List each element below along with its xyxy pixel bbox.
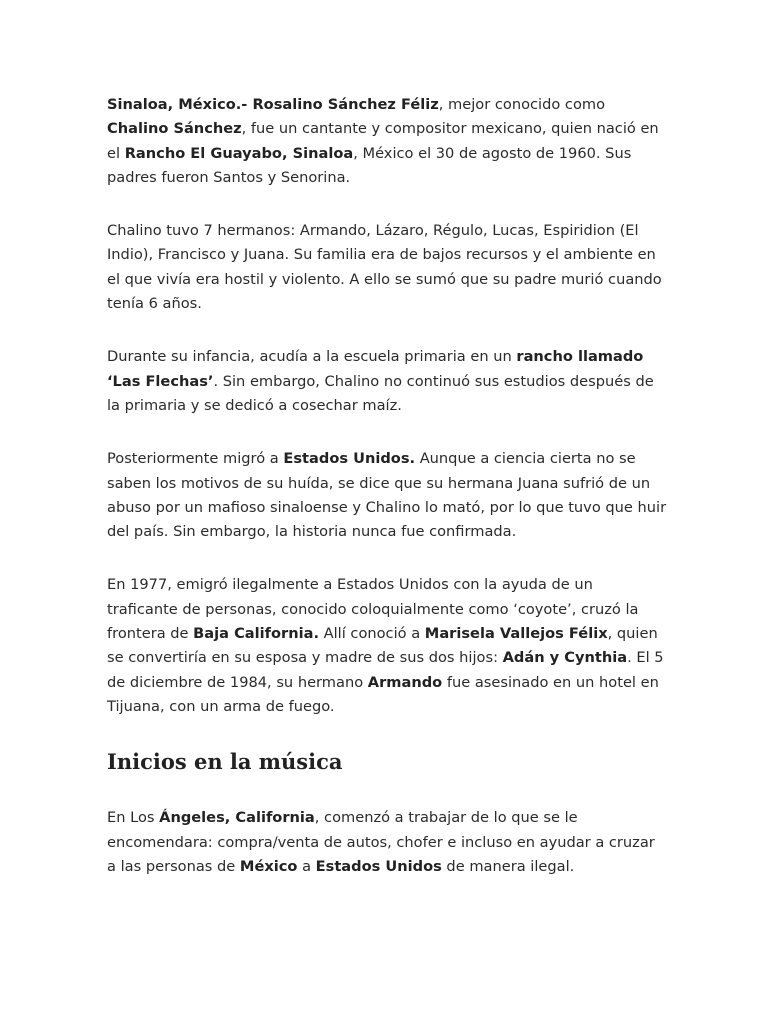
paragraph-3 bbox=[107, 345, 667, 418]
bold-text: Armando bbox=[367, 673, 443, 691]
text-run: En Los bbox=[107, 809, 160, 827]
section-paragraphs bbox=[107, 806, 667, 879]
section-heading: Inicios en la música bbox=[107, 749, 343, 775]
text-run: , México el 30 de agosto de 1960. Sus padres fueron Santos y Senorina. bbox=[107, 144, 632, 186]
bold-text: Marisela Vallejos Félix bbox=[424, 625, 608, 643]
text-run: Aunque a ciencia cierta no se saben los motivos de su huída, se dice que su hermana Juana sufrió de un abuso por un mafioso sinaloense y Chalino lo mató, por lo que tuvo que huir del país. Sin embargo, la historia nunca fue confirmada. bbox=[107, 450, 667, 541]
text-run: . Sin embargo, Chalino no continuó sus estudios después de la primaria y se dedicó a cosechar maíz. bbox=[107, 372, 654, 414]
text-run: Chalino tuvo 7 hermanos: Armando, Lázaro, Régulo, Lucas, Espiridion (El Indio), Francisco y Juana. Su familia era de bajos recursos y el ambiente en el que vivía era hostil y violento. A ello se sumó que su padre murió cuando tenía 6 años. bbox=[107, 222, 662, 313]
text-run: , comenzó a trabajar de lo que se le encomendara: compra/venta de autos, chofer e incluso en ayudar a cruzar a las personas de bbox=[107, 809, 655, 875]
text-run: Allí conoció a bbox=[319, 625, 425, 643]
intro-paragraphs bbox=[107, 93, 667, 719]
bold-text: Ángeles, California bbox=[159, 809, 315, 827]
text-run: , mejor conocido como bbox=[438, 96, 606, 113]
text-run: En 1977, emigró ilegalmente a Estados Unidos con la ayuda de un traficante de personas, conocido coloquialmente como ‘coyote’, cruzó la frontera de bbox=[107, 576, 639, 643]
bold-text: Rancho El Guayabo, Sinaloa bbox=[124, 144, 354, 162]
bold-text: Sinaloa, México.- Rosalino Sánchez Féliz bbox=[107, 96, 439, 113]
bold-text: México bbox=[239, 857, 298, 875]
paragraph-4 bbox=[107, 447, 667, 544]
bold-text: Estados Unidos. bbox=[283, 450, 416, 468]
text-run: fue asesinado en un hotel en Tijuana, con un arma de fuego. bbox=[107, 673, 659, 715]
article-body bbox=[107, 93, 667, 908]
text-run: de manera ilegal. bbox=[441, 857, 575, 875]
section-paragraph-1 bbox=[107, 806, 667, 879]
text-run: Durante su infancia, acudía a la escuela primaria en un bbox=[107, 348, 517, 366]
bold-text: Chalino Sánchez bbox=[107, 120, 242, 138]
bold-text: Adán y Cynthia bbox=[502, 649, 628, 667]
paragraph-5 bbox=[107, 573, 667, 719]
text-run: , fue un cantante y compositor mexicano, quien nació en el bbox=[107, 120, 659, 162]
bold-text: Baja California. bbox=[193, 625, 319, 643]
paragraph-2 bbox=[107, 219, 667, 316]
bold-text: Estados Unidos bbox=[315, 857, 442, 875]
text-run: Posteriormente migró a bbox=[107, 450, 284, 468]
text-run: a bbox=[297, 857, 316, 875]
text-run: , quien se convertiría en su esposa y madre de sus dos hijos: bbox=[107, 625, 658, 667]
paragraph-1 bbox=[107, 93, 667, 190]
bold-text: rancho llamado ‘Las Flechas’ bbox=[107, 348, 644, 390]
text-run: . El 5 de diciembre de 1984, su hermano bbox=[107, 649, 664, 691]
